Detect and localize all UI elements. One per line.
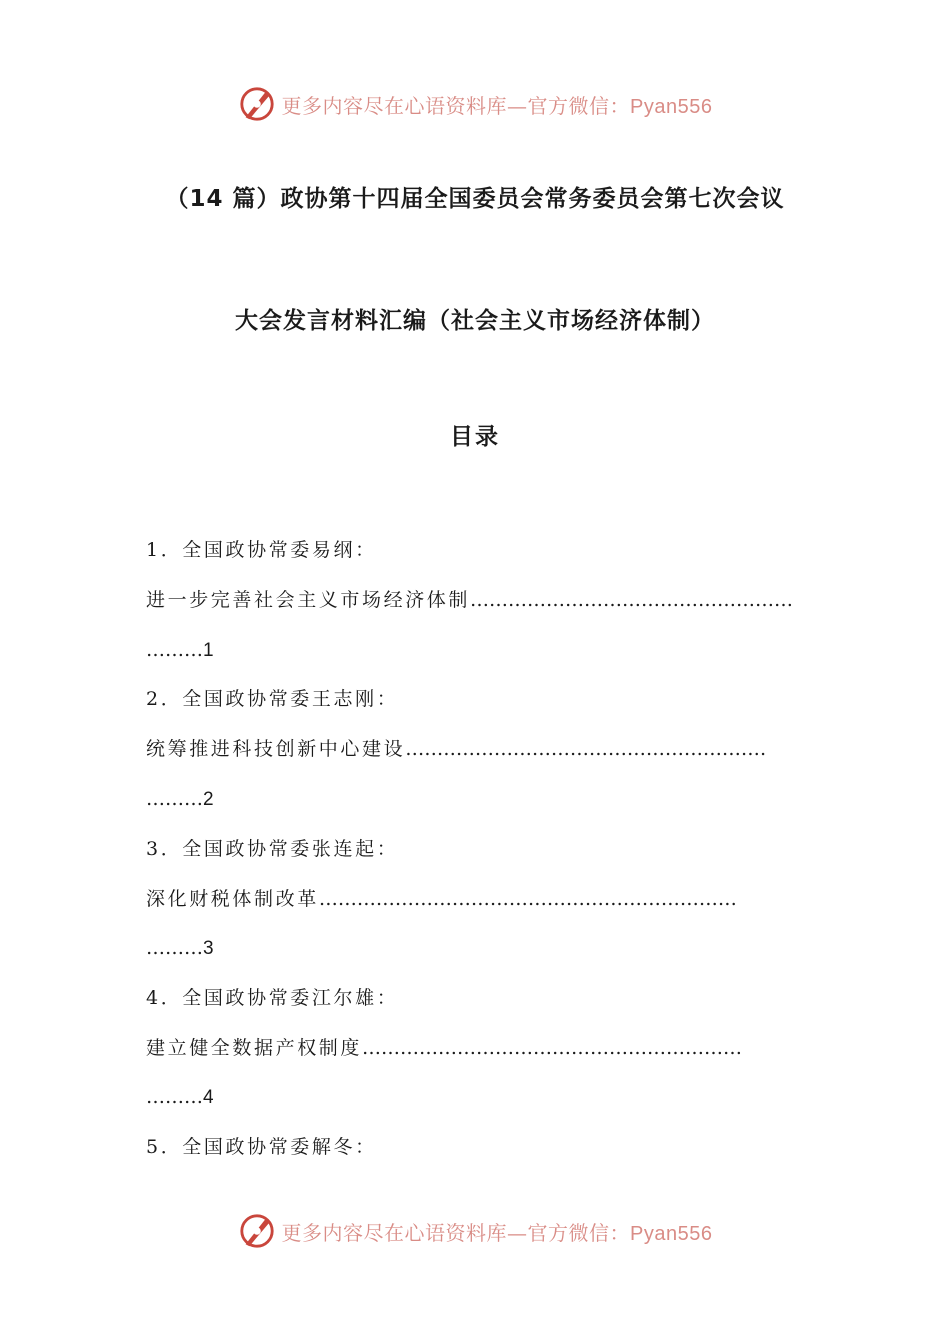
toc-entry-3-page[interactable]: ………3 bbox=[146, 937, 214, 959]
footer-watermark bbox=[0, 1211, 950, 1251]
toc-entry-1-topic[interactable]: 进一步完善社会主义市场经济体制…………………………………………… bbox=[146, 589, 794, 611]
watermark-text: 更多内容尽在心语资料库—官方微信：Pyan556 bbox=[281, 93, 713, 118]
toc-heading: 目录 bbox=[450, 424, 500, 450]
watermark-text: 更多内容尽在心语资料库—官方微信：Pyan556 bbox=[281, 1220, 713, 1245]
toc-entry-1-speaker: 1．全国政协常委易纲： bbox=[146, 539, 377, 561]
toc-entry-4-page[interactable]: ………4 bbox=[146, 1086, 214, 1108]
toc-entry-2-topic[interactable]: 统筹推进科技创新中心建设………………………………………………… bbox=[146, 738, 767, 760]
toc-entry-4-speaker: 4．全国政协常委江尔雄： bbox=[146, 987, 399, 1009]
toc-entry-2-page[interactable]: ………2 bbox=[146, 788, 214, 810]
toc-entry-2-speaker: 2．全国政协常委王志刚： bbox=[146, 688, 399, 710]
document-title-line-2: 大会发言材料汇编（社会主义市场经济体制） bbox=[235, 308, 715, 334]
toc-entry-3-topic[interactable]: 深化财税体制改革………………………………………………………… bbox=[146, 888, 737, 910]
pen-logo-icon bbox=[238, 1212, 276, 1250]
pen-logo-icon bbox=[238, 85, 276, 123]
toc-entry-4-topic[interactable]: 建立健全数据产权制度…………………………………………………… bbox=[146, 1037, 743, 1059]
document-title-line-1: （14 篇）政协第十四届全国委员会常务委员会第七次会议 bbox=[165, 186, 785, 212]
toc-entry-1-page[interactable]: ………1 bbox=[146, 639, 214, 661]
toc-entry-5-speaker: 5．全国政协常委解冬： bbox=[146, 1136, 377, 1158]
header-watermark bbox=[0, 84, 950, 124]
toc-entry-3-speaker: 3．全国政协常委张连起： bbox=[146, 838, 399, 860]
